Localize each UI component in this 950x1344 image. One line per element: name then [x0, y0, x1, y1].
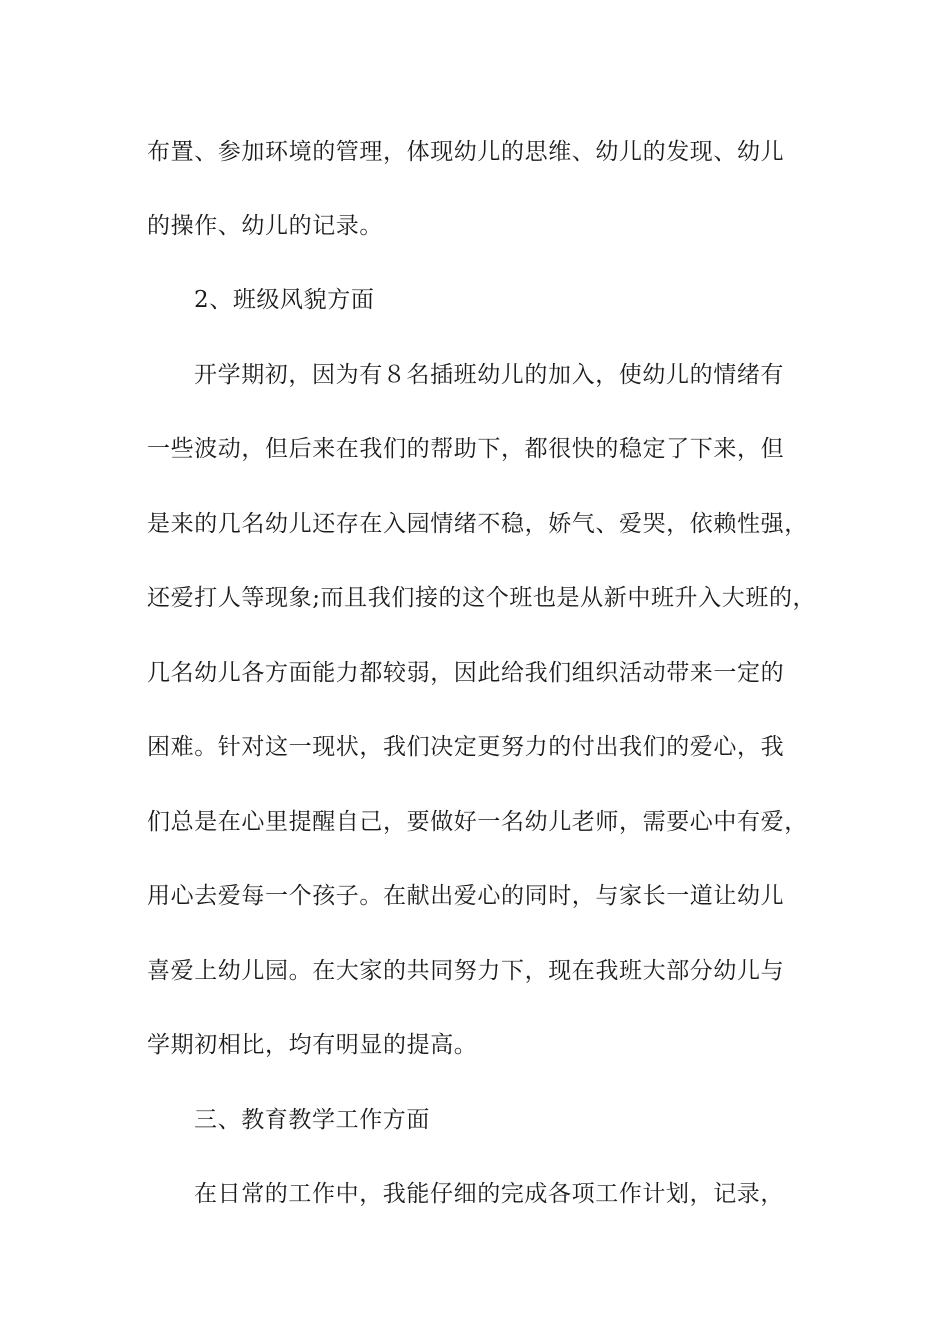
paragraph-line: 开学期初，因为有８名插班幼儿的加入，使幼儿的情绪有: [194, 362, 784, 388]
paragraph-line: 喜爱上幼儿园。在大家的共同努力下，现在我班大部分幼儿与: [147, 958, 785, 984]
paragraph-line: 是来的几名幼儿还存在入园情绪不稳，娇气、爱哭，依赖性强，: [147, 511, 808, 537]
paragraph-line: 在日常的工作中，我能仔细的完成各项工作计划，记录，: [194, 1181, 784, 1207]
paragraph-line: 困难。针对这一现状，我们决定更努力的付出我们的爱心，我: [147, 734, 785, 760]
section-heading: 三、教育教学工作方面: [194, 1107, 430, 1133]
paragraph-line: 的操作、幼儿的记录。: [147, 213, 383, 239]
section-heading: 2、班级风貌方面: [194, 287, 375, 313]
paragraph-line: 几名幼儿各方面能力都较弱，因此给我们组织活动带来一定的: [147, 660, 785, 686]
paragraph-line: 布置、参加环境的管理，体现幼儿的思维、幼儿的发现、幼儿: [147, 139, 785, 165]
paragraph-line: 学期初相比，均有明显的提高。: [147, 1032, 478, 1058]
paragraph-line: 一些波动，但后来在我们的帮助下，都很快的稳定了下来，但: [147, 436, 785, 462]
paragraph-line: 还爱打人等现象;而且我们接的这个班也是从新中班升入大班的，: [147, 585, 817, 611]
paragraph-line: 用心去爱每一个孩子。在献出爱心的同时，与家长一道让幼儿: [147, 883, 785, 909]
paragraph-line: 们总是在心里提醒自己，要做好一名幼儿老师，需要心中有爱，: [147, 809, 808, 835]
